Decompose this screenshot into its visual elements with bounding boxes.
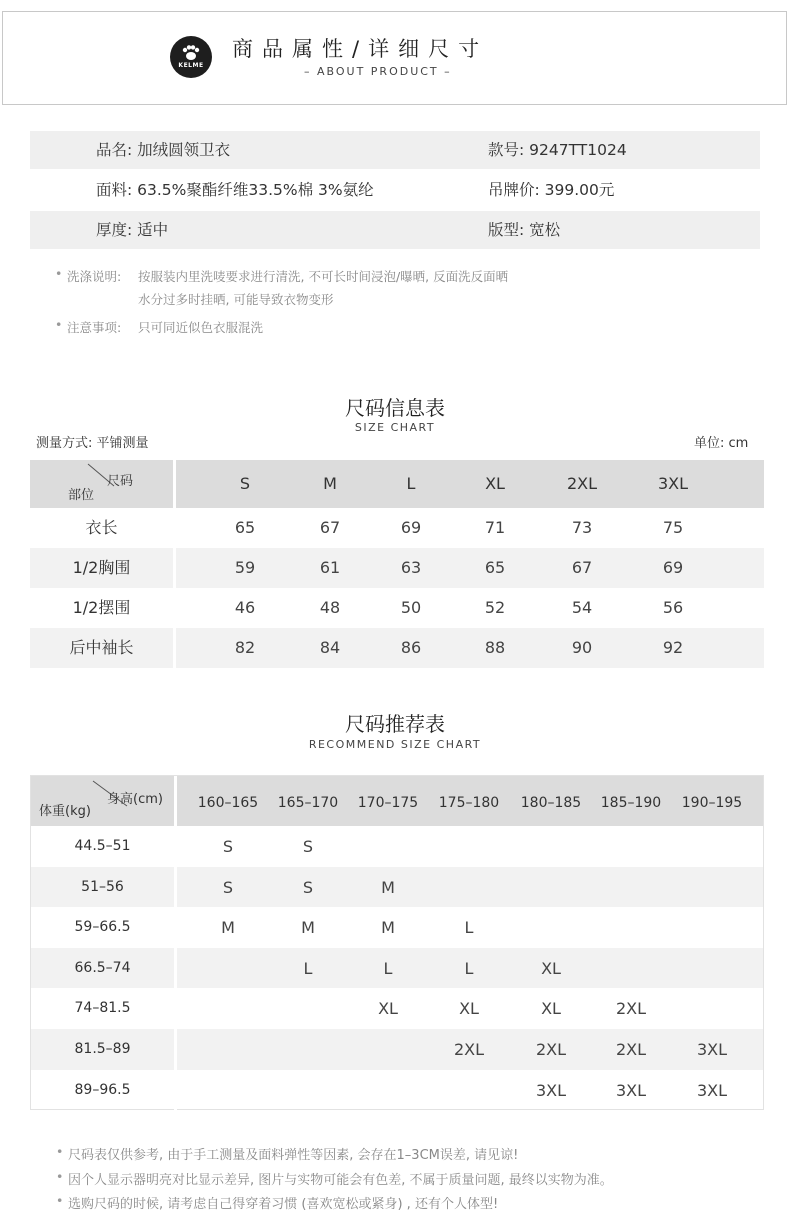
column-divider <box>174 776 177 826</box>
recommended-size: S <box>302 877 314 897</box>
column-divider <box>174 1070 177 1111</box>
footer-note-1: 尺码表仅供参考, 由于手工测量及面料弹性等因素, 会存在1–3CM误差, 请见谅! <box>68 1148 519 1163</box>
recommend-corner <box>31 776 174 826</box>
product-fabric: 面料: 63.5%聚酯纤维33.5%棉 3%氨纶 <box>96 181 374 199</box>
size-chart-row <box>30 548 764 588</box>
column-divider <box>173 628 176 668</box>
size-value: 56 <box>662 598 684 617</box>
care-label: 注意事项: <box>67 320 122 335</box>
recommend-row <box>31 988 763 1029</box>
size-value: 46 <box>234 598 256 617</box>
size-value: 90 <box>571 638 593 657</box>
size-chart-corner <box>30 460 173 508</box>
weight-label: 74–81.5 <box>74 1000 131 1017</box>
size-chart-row <box>30 628 764 668</box>
weight-label: 66.5–74 <box>74 959 131 976</box>
weight-label: 81.5–89 <box>74 1041 131 1057</box>
recommend-row <box>31 1029 763 1070</box>
size-chart-header-row <box>30 460 764 508</box>
size-header-L: L <box>406 474 416 493</box>
height-header: 160–165 <box>197 795 259 811</box>
column-divider <box>173 548 176 588</box>
recommended-size: L <box>464 958 474 978</box>
product-price: 吊牌价: 399.00元 <box>488 181 615 199</box>
size-chart-title: 尺码信息表 <box>345 396 445 420</box>
height-header: 190–195 <box>681 795 743 811</box>
recommended-size: 2XL <box>615 999 647 1019</box>
size-chart-row <box>30 508 764 548</box>
column-divider <box>173 588 176 628</box>
column-divider <box>174 988 177 1029</box>
recommend-row <box>31 867 763 908</box>
size-chart-table <box>30 460 764 668</box>
recommended-size: S <box>222 877 234 897</box>
size-header-3XL: 3XL <box>657 474 689 493</box>
recommended-size: XL <box>541 958 561 978</box>
recommend-row <box>31 907 763 948</box>
product-fit: 版型: 宽松 <box>488 221 561 239</box>
wash-line-1: 按服装内里洗唛要求进行清洗, 不可长时间浸泡/曝晒, 反面洗反面晒 <box>138 269 509 284</box>
corner-label-part: 部位 <box>68 488 95 503</box>
size-value: 48 <box>319 598 341 617</box>
column-divider <box>174 907 177 948</box>
product-name: 品名: 加绒圆领卫衣 <box>96 141 231 159</box>
size-value: 69 <box>400 518 422 537</box>
size-value: 61 <box>319 558 341 577</box>
size-value: 86 <box>400 638 422 657</box>
height-header: 180–185 <box>520 795 582 811</box>
corner-label-size: 尺码 <box>107 474 134 489</box>
height-header: 175–180 <box>438 795 500 811</box>
recommended-size: 2XL <box>535 1040 567 1059</box>
size-value: 59 <box>234 558 256 577</box>
size-value: 84 <box>319 638 341 657</box>
weight-label: 59–66.5 <box>74 919 131 936</box>
size-value: 67 <box>319 518 341 537</box>
recommended-size: 2XL <box>615 1040 647 1059</box>
size-header-XL: XL <box>485 474 505 493</box>
size-value: 82 <box>234 638 256 657</box>
bullet-dot: • <box>56 1193 64 1208</box>
weight-label: 89–96.5 <box>74 1081 131 1098</box>
recommended-size: 3XL <box>696 1080 728 1100</box>
size-value: 65 <box>484 558 506 577</box>
recommended-size: 2XL <box>453 1040 485 1059</box>
size-value: 50 <box>400 598 422 617</box>
recommend-header-row <box>31 776 763 826</box>
column-divider <box>174 948 177 989</box>
care-text: 只可同近似色衣服混洗 <box>138 320 264 335</box>
size-header-2XL: 2XL <box>566 474 598 493</box>
bullet-dot: • <box>56 1169 64 1184</box>
column-divider <box>174 1029 177 1070</box>
size-value: 92 <box>662 638 684 657</box>
column-divider <box>173 460 176 508</box>
logo-text: KELME <box>178 62 204 69</box>
info-row-fabric <box>30 171 760 209</box>
size-value: 65 <box>234 518 256 537</box>
recommended-size: M <box>381 877 395 897</box>
size-chart-subtitle: SIZE CHART <box>354 421 436 434</box>
recommend-row <box>31 1070 763 1111</box>
recommended-size: XL <box>459 999 479 1019</box>
weight-label: 51–56 <box>81 878 124 895</box>
recommend-chart-subtitle: RECOMMEND SIZE CHART <box>308 738 482 751</box>
footer-note-3: 选购尺码的时候, 请考虑自己得穿着习惯 (喜欢宽松或紧身) , 还有个人体型! <box>68 1197 499 1212</box>
wash-label: 洗涤说明: <box>67 269 122 284</box>
recommended-size: M <box>221 918 235 938</box>
corner-label-weight: 体重(kg) <box>39 804 91 819</box>
recommend-chart-title: 尺码推荐表 <box>345 712 445 736</box>
diagonal-line <box>30 460 173 508</box>
recommended-size: L <box>303 958 313 978</box>
bullet-dot: • <box>55 317 63 332</box>
info-row-name <box>30 131 760 169</box>
column-divider <box>174 826 177 867</box>
recommended-size: 3XL <box>696 1040 728 1059</box>
recommended-size: L <box>464 918 474 938</box>
corner-label-height: 身高(cm) <box>107 792 163 807</box>
measure-method: 测量方式: 平铺测量 <box>36 436 149 451</box>
product-code: 款号: 9247TT1024 <box>488 141 627 159</box>
recommended-size: S <box>222 837 234 856</box>
size-value: 52 <box>484 598 506 617</box>
bullet-dot: • <box>55 266 63 281</box>
brand-logo <box>170 36 212 78</box>
height-header: 165–170 <box>277 795 339 811</box>
size-value: 63 <box>400 558 422 577</box>
page-subtitle: – ABOUT PRODUCT – <box>304 65 452 78</box>
weight-label: 44.5–51 <box>74 838 131 854</box>
wash-line-2: 水分过多时挂晒, 可能导致衣物变形 <box>138 292 334 307</box>
size-value: 75 <box>662 518 684 537</box>
recommended-size: XL <box>541 999 561 1019</box>
size-value: 71 <box>484 518 506 537</box>
recommended-size: L <box>383 958 393 978</box>
recommended-size: M <box>301 918 315 938</box>
size-value: 69 <box>662 558 684 577</box>
column-divider <box>173 508 176 548</box>
recommended-size: S <box>302 837 314 856</box>
part-label: 衣长 <box>85 518 118 537</box>
paw-icon <box>181 45 201 61</box>
part-label: 1/2摆围 <box>72 598 131 617</box>
size-chart-row <box>30 588 764 628</box>
column-divider <box>174 867 177 908</box>
recommended-size: 3XL <box>535 1080 567 1100</box>
recommended-size: XL <box>378 999 398 1019</box>
size-value: 67 <box>571 558 593 577</box>
recommended-size: M <box>381 918 395 938</box>
info-row-thickness <box>30 211 760 249</box>
recommend-row <box>31 948 763 989</box>
page-title: 商品属性/详细尺寸 <box>232 37 489 61</box>
size-value: 88 <box>484 638 506 657</box>
footer-note-2: 因个人显示器明亮对比显示差异, 图片与实物可能会有色差, 不属于质量问题, 最终以实物为准。 <box>68 1173 613 1188</box>
part-label: 后中袖长 <box>69 638 134 657</box>
size-header-S: S <box>239 474 251 493</box>
part-label: 1/2胸围 <box>72 558 131 577</box>
size-value: 73 <box>571 518 593 537</box>
height-header: 185–190 <box>600 795 662 811</box>
recommend-row <box>31 826 763 867</box>
bullet-dot: • <box>56 1144 64 1159</box>
size-header-M: M <box>323 474 337 493</box>
product-thickness: 厚度: 适中 <box>96 221 169 239</box>
recommend-chart-table <box>30 775 764 1110</box>
recommended-size: 3XL <box>615 1080 647 1100</box>
size-value: 54 <box>571 598 593 617</box>
unit-label: 单位: cm <box>694 436 749 451</box>
height-header: 170–175 <box>357 795 419 811</box>
